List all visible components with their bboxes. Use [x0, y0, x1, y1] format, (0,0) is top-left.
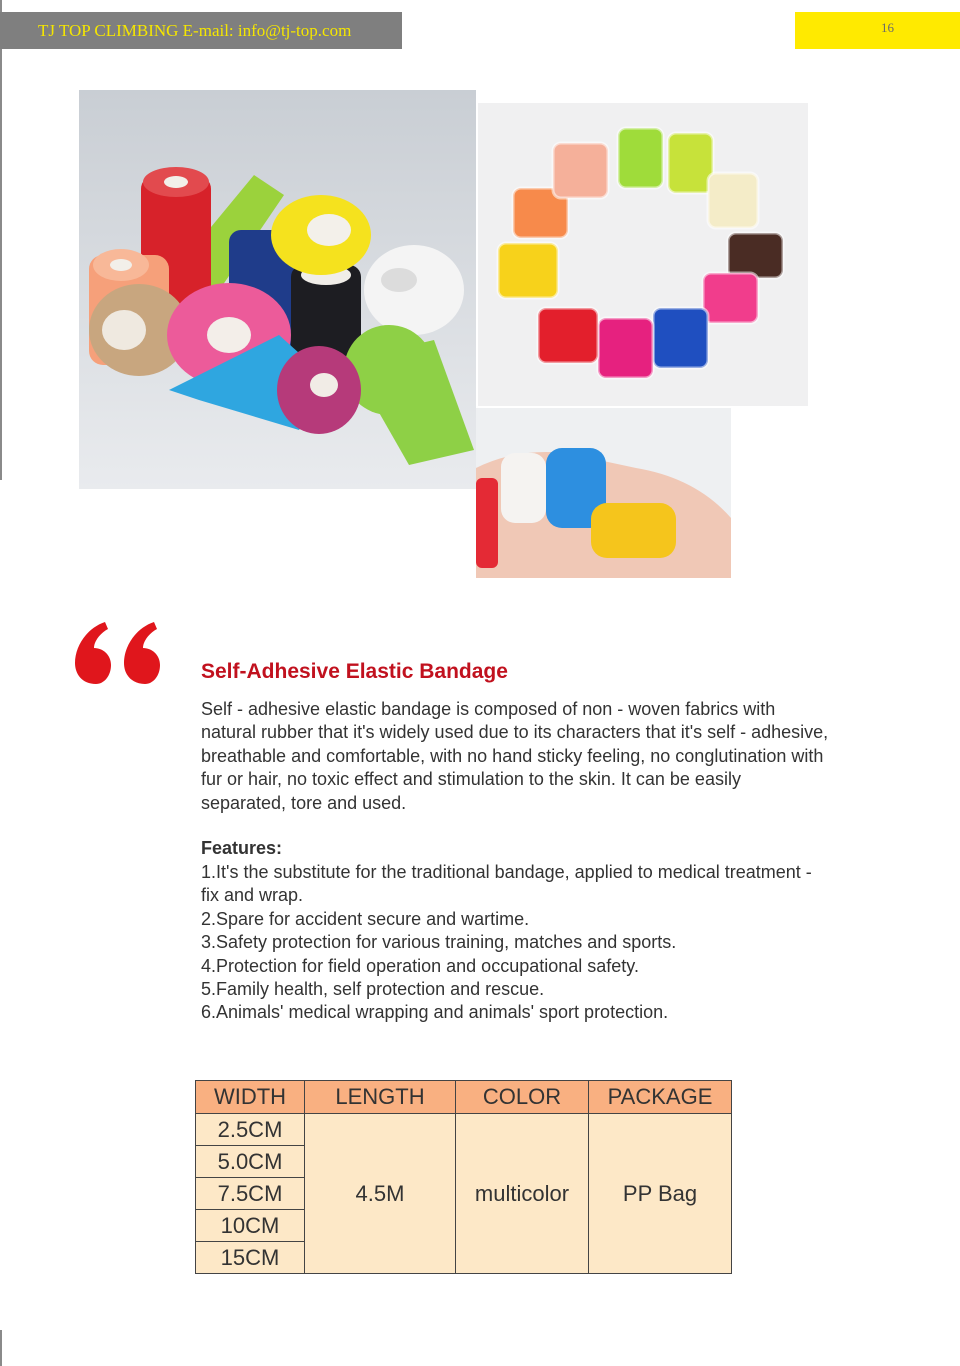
- color-cell: multicolor: [456, 1114, 589, 1274]
- features-list: [201, 861, 821, 1025]
- header-package: PACKAGE: [589, 1081, 732, 1114]
- width-cell: 15CM: [196, 1242, 305, 1274]
- page-number-box: [795, 12, 960, 49]
- package-cell: PP Bag: [589, 1114, 732, 1274]
- width-cell: 5.0CM: [196, 1146, 305, 1178]
- features-heading: Features:: [201, 838, 283, 858]
- bandaged-fingers-photo: [476, 408, 731, 578]
- header-width: WIDTH: [196, 1081, 305, 1114]
- feature-item: 3.Safety protection for various training, matches and sports.: [201, 932, 677, 953]
- width-cell: 2.5CM: [196, 1114, 305, 1146]
- feature-item: 6.Animals' medical wrapping and animals' sport protection.: [201, 1002, 669, 1023]
- table-header-row: [196, 1081, 732, 1114]
- quote-mark-icon: [72, 618, 172, 684]
- spec-table: [195, 1080, 732, 1274]
- feature-item: 4.Protection for field operation and occupational safety.: [201, 955, 639, 976]
- feature-item: 1.It's the substitute for the traditional bandage, applied to medical treatment - fix and wrap.: [201, 862, 812, 906]
- feature-item: 5.Family health, self protection and rescue.: [201, 979, 545, 1000]
- feature-item: 2.Spare for accident secure and wartime.: [201, 908, 530, 929]
- header-bar: [0, 12, 402, 49]
- product-description: Self - adhesive elastic bandage is composed of non - woven fabrics with natural rubber that it's widely used due to its characters that it's self - adhesive, breathable and comfortable, with no hand sticky feeling, no conglutination with fur or hair, no toxic effect and stimulation to the skin. It can be easily separated, tore and used.: [201, 699, 829, 813]
- page-number: 16: [881, 20, 894, 35]
- table-row: [196, 1114, 732, 1146]
- length-cell: 4.5M: [305, 1114, 456, 1274]
- header-contact-text: TJ TOP CLIMBING E-mail: info@tj-top.com: [38, 21, 352, 40]
- width-cell: 7.5CM: [196, 1178, 305, 1210]
- left-margin-rule: [0, 0, 2, 480]
- left-margin-rule-bottom: [0, 1330, 2, 1366]
- product-title: Self-Adhesive Elastic Bandage: [201, 660, 508, 683]
- header-length: LENGTH: [305, 1081, 456, 1114]
- wrapped-bandage-circle-photo: [478, 103, 808, 406]
- bandage-rolls-photo: [79, 90, 476, 489]
- header-color: COLOR: [456, 1081, 589, 1114]
- width-cell: 10CM: [196, 1210, 305, 1242]
